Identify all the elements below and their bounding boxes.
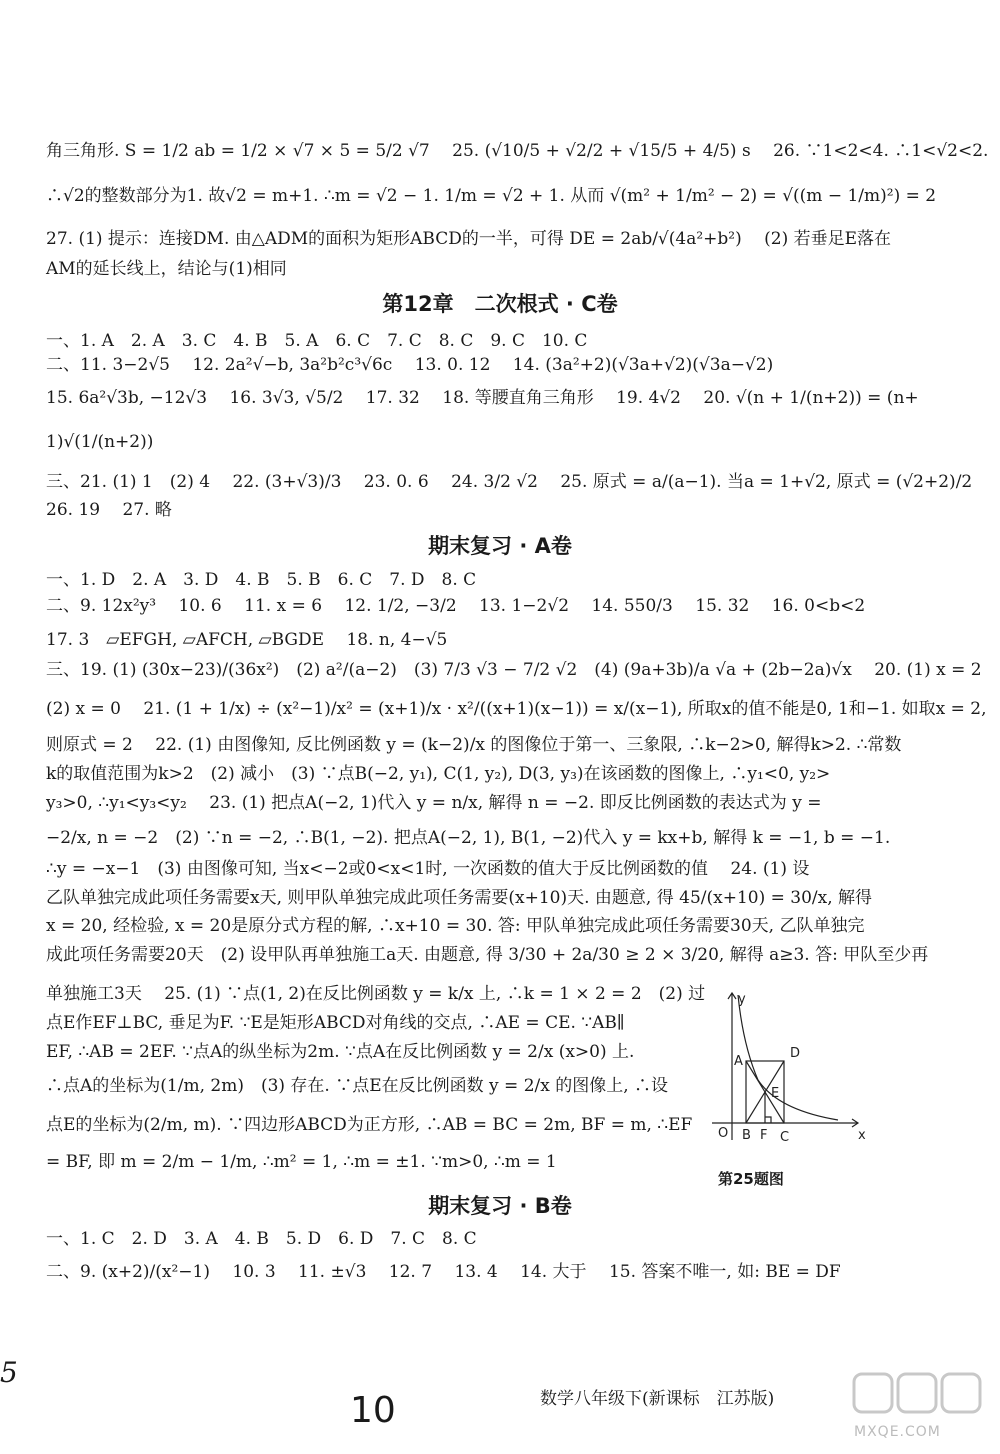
- answer-line-5: 一、1. A 2. A 3. C 4. B 5. A 6. C 7. C 8. C 9. C 10. C: [46, 331, 588, 351]
- answer-line-2: ∴√2的整数部分为1. 故√2 = m+1. ∴m = √2 − 1. 1/m = √2 + 1. 从而 √(m² + 1/m² − 2) = √((m − 1/m)²) = 2: [46, 186, 937, 206]
- answer-line-30: 一、1. C 2. D 3. A 4. B 5. D 6. D 7. C 8. C: [46, 1229, 477, 1249]
- hyperbola-curve: [738, 995, 838, 1120]
- label-c: C: [780, 1130, 790, 1145]
- section-title-chapter12-c: 第12章 二次根式 · C卷: [382, 292, 618, 316]
- label-a: A: [734, 1054, 743, 1069]
- label-x: x: [858, 1128, 866, 1143]
- book-footer: 数学八年级下(新课标 江苏版): [540, 1389, 775, 1409]
- answer-line-18: y₃>0, ∴y₁<y₃<y₂ 23. (1) 把点A(−2, 1)代入 y = n/x, 解得 n = −2. 即反比例函数的表达式为 y =: [46, 793, 822, 813]
- answer-line-25: 点E作EF⊥BC, 垂足为F. ∵E是矩形ABCD对角线的交点, ∴AE = CE. ∵AB∥: [46, 1013, 625, 1033]
- answer-line-15: (2) x = 0 21. (1 + 1/x) ÷ (x²−1)/x² = (x+1)/x · x²/((x+1)(x−1)) = x/(x−1), 所取x的值不能是0, 1和−1. 如取x = 2,: [46, 699, 987, 719]
- figure-caption: 第25题图: [718, 1170, 784, 1188]
- answer-line-31: 二、9. (x+2)/(x²−1) 10. 3 11. ±√3 12. 7 13. 4 14. 大于 15. 答案不唯一, 如: BE = DF: [46, 1262, 841, 1282]
- answer-line-28: 点E的坐标为(2/m, m). ∵四边形ABCD为正方形, ∴AB = BC = 2m, BF = m, ∴EF: [46, 1115, 693, 1135]
- label-y: y: [738, 992, 746, 1007]
- label-e: E: [771, 1086, 780, 1101]
- answer-line-20: ∴y = −x−1 (3) 由图像可知, 当x<−2或0<x<1时, 一次函数的值大于反比例函数的值 24. (1) 设: [46, 859, 810, 879]
- problem-25-figure: [698, 985, 868, 1145]
- watermark-text: MXQE.COM: [854, 1424, 941, 1440]
- answer-line-17: k的取值范围为k>2 (2) 减小 (3) ∵点B(−2, y₁), C(1, y₂), D(3, y₃)在该函数的图像上, ∴y₁<0, y₂>: [46, 764, 831, 784]
- page-corner-number: 5: [0, 1356, 18, 1389]
- answer-line-3: 27. (1) 提示：连接DM. 由△ADM的面积为矩形ABCD的一半，可得 DE = 2ab/√(4a²+b²) (2) 若垂足E落在: [46, 229, 892, 249]
- answer-line-21: 乙队单独完成此项任务需要x天, 则甲队单独完成此项任务需要(x+10)天. 由题意, 得 45/(x+10) = 30/x, 解得: [46, 888, 873, 908]
- label-f: F: [760, 1128, 768, 1143]
- answer-line-6: 二、11. 3−2√5 12. 2a²√−b, 3a²b²c³√6c 13. 0. 12 14. (3a²+2)(√3a+√2)(√3a−√2): [46, 355, 774, 375]
- answer-line-27: ∴点A的坐标为(1/m, 2m) (3) 存在. ∵点E在反比例函数 y = 2/x 的图像上, ∴设: [46, 1076, 669, 1096]
- answer-line-23: 成此项任务需要20天 (2) 设甲队再单独施工a天. 由题意, 得 3/30 + 2a/30 ≥ 2 × 3/20, 解得 a≥3. 答: 甲队至少再: [46, 945, 929, 965]
- answer-line-24: 单独施工3天 25. (1) ∵点(1, 2)在反比例函数 y = k/x 上, ∴k = 1 × 2 = 2 (2) 过: [46, 984, 706, 1004]
- answer-line-9: 三、21. (1) 1 (2) 4 22. (3+√3)/3 23. 0. 6 24. 3/2 √2 25. 原式 = a/(a−1). 当a = 1+√2, 原式 = (√2+2)/2: [46, 472, 973, 492]
- answer-line-19: −2/x, n = −2 (2) ∵n = −2, ∴B(1, −2). 把点A(−2, 1), B(1, −2)代入 y = kx+b, 解得 k = −1, b = −1.: [46, 828, 891, 848]
- answer-line-29: = BF, 即 m = 2/m − 1/m, ∴m² = 1, ∴m = ±1. ∵m>0, ∴m = 1: [46, 1152, 557, 1172]
- right-angle-mark: [765, 1117, 771, 1123]
- answer-line-22: x = 20, 经检验, x = 20是原分式方程的解, ∴x+10 = 30. 答: 甲队单独完成此项任务需要30天, 乙队单独完: [46, 916, 865, 936]
- answer-line-26: EF, ∴AB = 2EF. ∵点A的纵坐标为2m. ∵点A在反比例函数 y = 2/x (x>0) 上.: [46, 1042, 635, 1062]
- answer-line-12: 二、9. 12x²y³ 10. 6 11. x = 6 12. 1/2, −3/2 13. 1−2√2 14. 550/3 15. 32 16. 0<b<2: [46, 596, 866, 616]
- answer-line-1: 角三角形. S = 1/2 ab = 1/2 × √7 × 5 = 5/2 √7 25. (√10/5 + √2/2 + √15/5 + 4/5) s 26. ∵1<2<4. ∴1<√2<2.: [46, 141, 989, 161]
- answer-line-14: 三、19. (1) (30x−23)/(36x²) (2) a²/(a−2) (3) 7/3 √3 − 7/2 √2 (4) (9a+3b)/a √a + (2b−2a)√x 20. (1) x = 2: [46, 660, 982, 680]
- answer-line-7: 15. 6a²√3b, −12√3 16. 3√3, √5/2 17. 32 18. 等腰直角三角形 19. 4√2 20. √(n + 1/(n+2)) = (n+: [46, 388, 919, 408]
- label-b: B: [742, 1128, 751, 1143]
- section-title-final-b: 期末复习 · B卷: [428, 1194, 572, 1218]
- label-o: O: [718, 1126, 729, 1141]
- handwritten-page-number: 10: [350, 1390, 396, 1431]
- answer-line-13: 17. 3 ▱EFGH, ▱AFCH, ▱BGDE 18. n, 4−√5: [46, 630, 448, 650]
- label-d: D: [790, 1046, 801, 1061]
- answer-line-11: 一、1. D 2. A 3. D 4. B 5. B 6. C 7. D 8. C: [46, 570, 477, 590]
- section-title-final-a: 期末复习 · A卷: [428, 534, 572, 558]
- answer-line-8: 1)√(1/(n+2)): [46, 432, 154, 452]
- answer-line-16: 则原式 = 2 22. (1) 由图像知, 反比例函数 y = (k−2)/x 的图像位于第一、三象限, ∴k−2>0, 解得k>2. ∴常数: [46, 735, 902, 755]
- answer-line-4: AM的延长线上，结论与(1)相同: [46, 259, 287, 279]
- answer-line-10: 26. 19 27. 略: [46, 500, 172, 520]
